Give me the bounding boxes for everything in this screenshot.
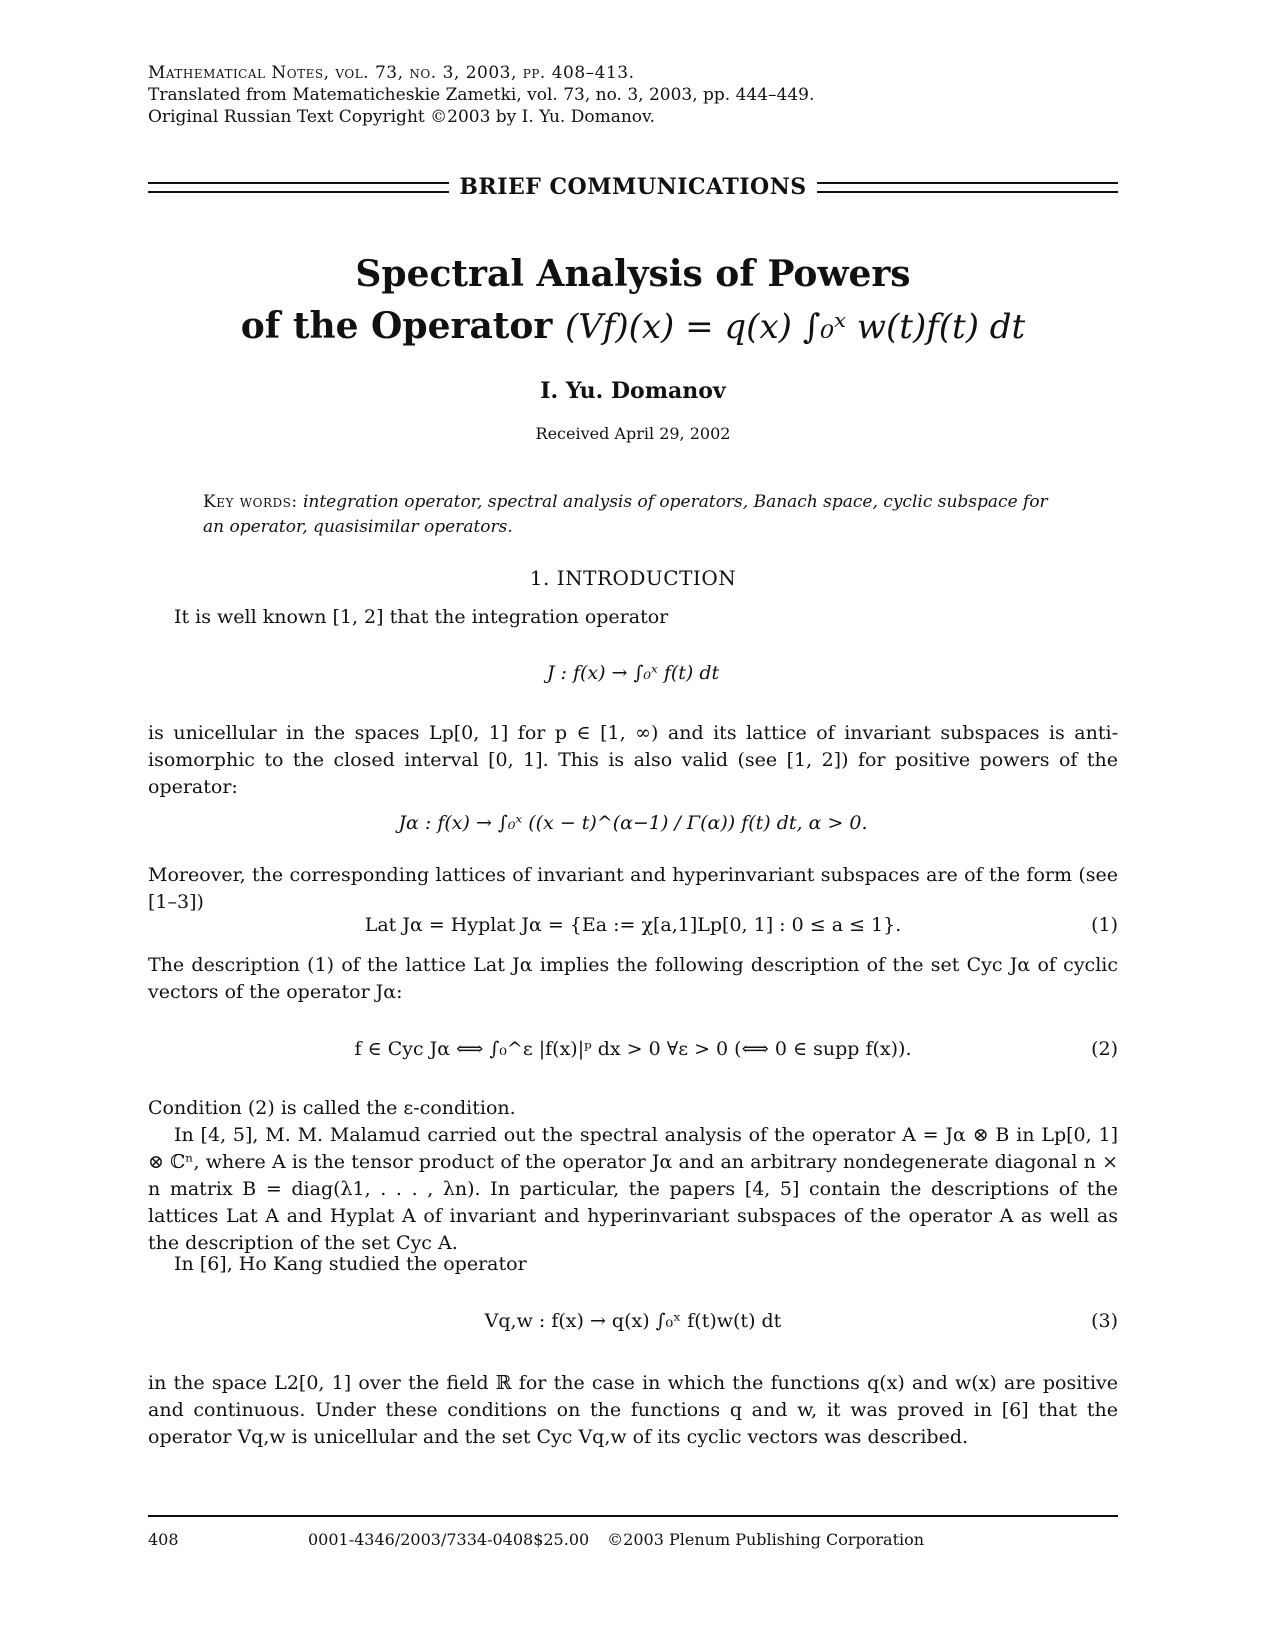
equation-2 xyxy=(148,1038,1118,1060)
equation-3 xyxy=(148,1310,1118,1332)
equation-1-number: (1) xyxy=(1091,914,1118,936)
equation-3-number: (3) xyxy=(1091,1310,1118,1332)
equation-2-number: (2) xyxy=(1091,1038,1118,1060)
keywords xyxy=(203,490,1063,540)
equation-1 xyxy=(148,914,1118,936)
publisher-copyright: ©2003 Plenum Publishing Corporation xyxy=(607,1530,925,1549)
paragraph-1: It is well known [1, 2] that the integration operator xyxy=(174,606,669,628)
section-tag: BRIEF COMMUNICATIONS xyxy=(459,174,807,200)
equation-integration-operator: J : f(x) → ∫₀ˣ f(t) dt xyxy=(546,662,720,684)
double-rule-right xyxy=(817,182,1118,193)
keywords-label: Key words: xyxy=(203,492,298,512)
paper-title xyxy=(148,248,1118,353)
page-footer xyxy=(148,1530,1118,1549)
paragraph-4: The description (1) of the lattice Lat Jα implies the following description of the set Cyc Jα of cyclic vectors of the operator Jα: xyxy=(148,954,1118,1003)
equation-fractional-power: Jα : f(x) → ∫₀ˣ ((x − t)^(α−1) / Γ(α)) f(t) dt, α > 0. xyxy=(398,812,868,834)
equation-3-body: Vq,w : f(x) → q(x) ∫₀ˣ f(t)w(t) dt xyxy=(484,1310,782,1332)
paragraph-2: is unicellular in the spaces Lp[0, 1] for p ∈ [1, ∞) and its lattice of invariant subspaces is anti-isomorphic to the closed interval [0, 1]. This is also valid (see [1, 2]) for positive powers of the operator: xyxy=(148,722,1118,798)
author: I. Yu. Domanov xyxy=(540,378,726,404)
copyright-note: Original Russian Text Copyright ©2003 by I. Yu. Domanov. xyxy=(148,107,656,127)
translation-note: Translated from Matematicheskie Zametki, vol. 73, no. 3, 2003, pp. 444–449. xyxy=(148,85,815,105)
title-line-2-text: of the Operator xyxy=(240,305,553,347)
page-number: 408 xyxy=(148,1530,179,1549)
paragraph-8: in the space L2[0, 1] over the field ℝ for the case in which the functions q(x) and w(x) are positive and continuous. Under these conditions on the functions q and w, it was proved in [6] that the operator Vq,w is unicellular and the set Cyc Vq,w of its cyclic vectors was described. xyxy=(148,1372,1118,1448)
title-formula: (Vf)(x) = q(x) ∫₀ˣ w(t)f(t) dt xyxy=(564,307,1026,347)
title-line-1: Spectral Analysis of Powers xyxy=(355,253,911,295)
paragraph-6: In [4, 5], M. M. Malamud carried out the spectral analysis of the operator A = Jα ⊗ B in Lp[0, 1] ⊗ ℂⁿ, where A is the tensor product of the operator Jα and an arbitrary nondegenerate diagonal n × n matrix B = diag(λ1, . . . , λn). In particular, the papers [4, 5] contain the descriptions of the lattices Lat A and Hyplat A of invariant and hyperinvariant subspaces of the operator A as well as the description of the set Cyc A. xyxy=(148,1124,1118,1254)
running-header xyxy=(148,62,1118,128)
section-banner xyxy=(148,172,1118,202)
title-line-2 xyxy=(148,300,1118,353)
journal-citation: Mathematical Notes, vol. 73, no. 3, 2003, pp. 408–413. xyxy=(148,63,635,83)
equation-1-body: Lat Jα = Hyplat Jα = {Ea := χ[a,1]Lp[0, 1] : 0 ≤ a ≤ 1}. xyxy=(364,914,902,936)
paragraph-5: Condition (2) is called the ε-condition. xyxy=(148,1097,516,1119)
double-rule-left xyxy=(148,182,449,193)
paragraph-3: Moreover, the corresponding lattices of invariant and hyperinvariant subspaces are of the form (see [1–3]) xyxy=(148,864,1118,913)
received-date: Received April 29, 2002 xyxy=(535,424,731,443)
keywords-text: integration operator, spectral analysis of operators, Banach space, cyclic subspace for an operator, quasisimilar operators. xyxy=(203,492,1048,537)
equation-2-body: f ∈ Cyc Jα ⟺ ∫₀^ε |f(x)|ᵖ dx > 0 ∀ε > 0 (⟺ 0 ∈ supp f(x)). xyxy=(354,1038,912,1060)
section-heading-introduction: 1. INTRODUCTION xyxy=(529,566,737,590)
footer-rule xyxy=(148,1515,1118,1517)
paragraph-7: In [6], Ho Kang studied the operator xyxy=(174,1253,527,1275)
article-code: 0001-4346/2003/7334-0408$25.00 xyxy=(308,1530,590,1549)
